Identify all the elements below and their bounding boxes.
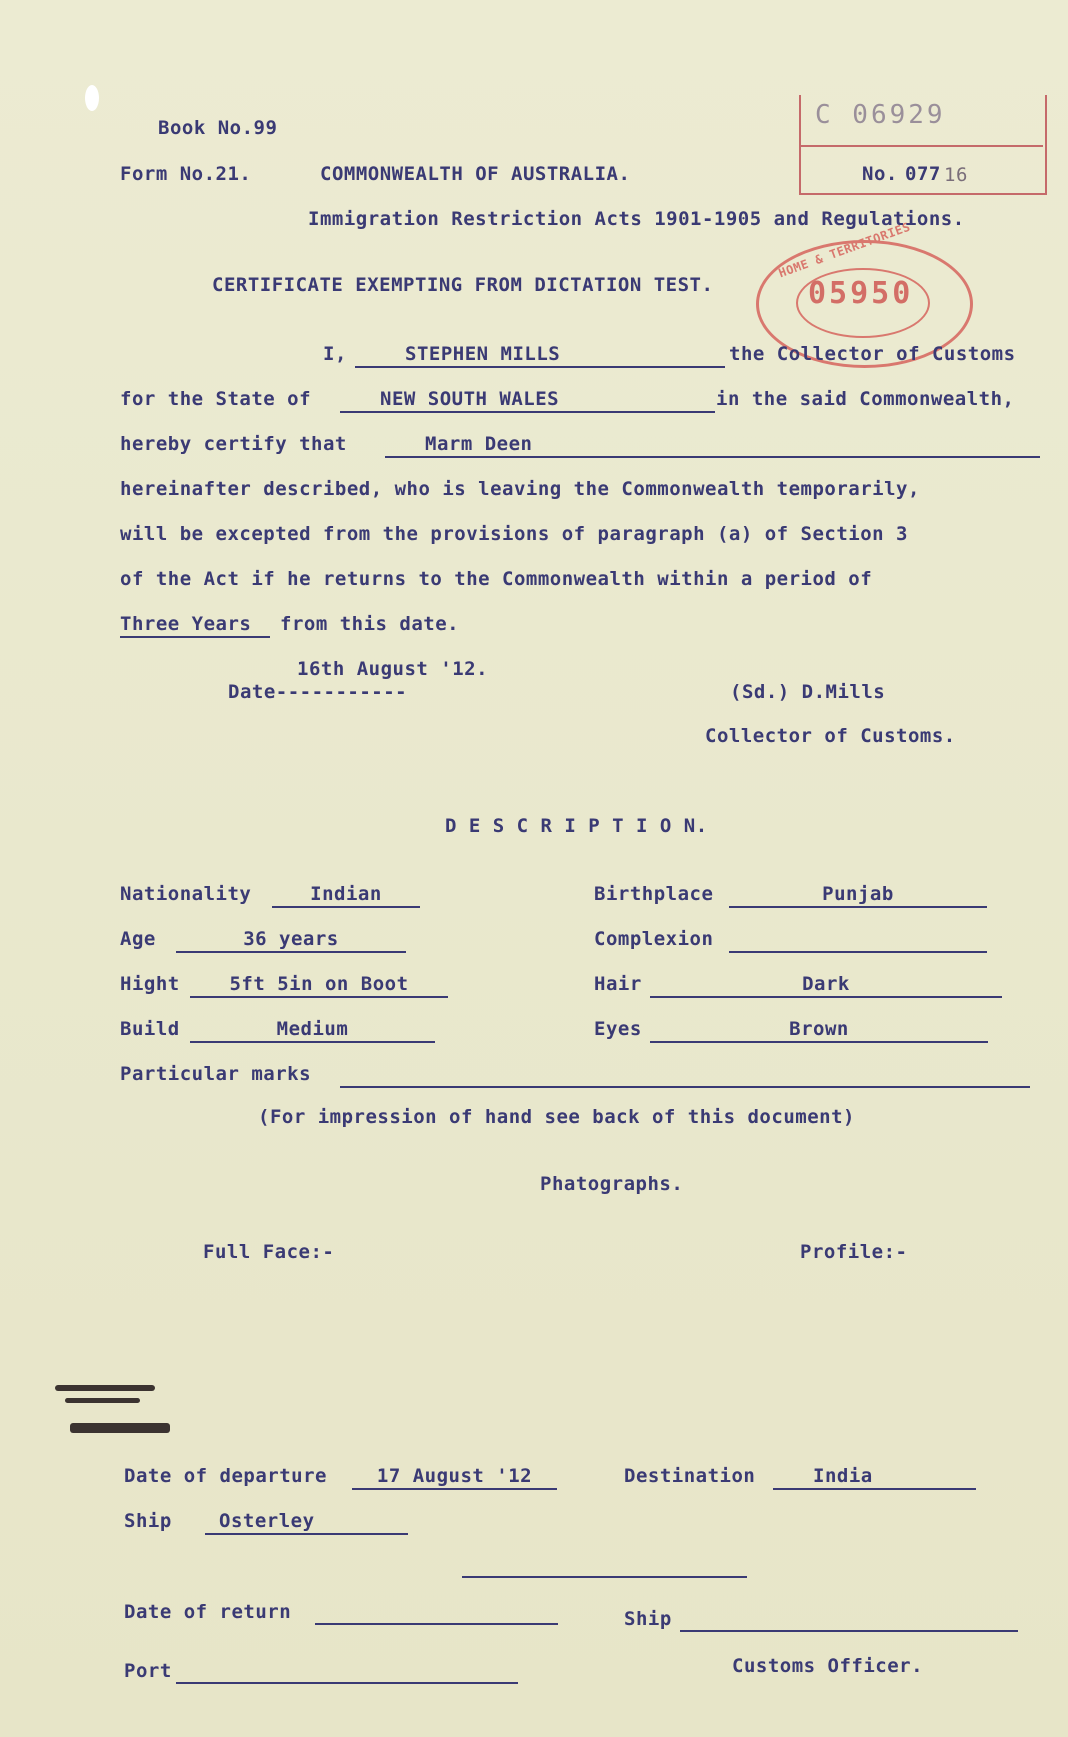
date-value: 16th August '12. [297, 658, 489, 680]
build-label: Build [120, 1018, 180, 1040]
ship-label: Ship [124, 1510, 172, 1532]
height-value: 5ft 5in on Boot [190, 972, 448, 998]
state: NEW SOUTH WALES [340, 387, 715, 413]
hair-value: Dark [650, 972, 1002, 998]
photographs-heading: Phatographs. [540, 1173, 684, 1195]
for-state-label: for the State of [120, 388, 312, 410]
hereby-label: hereby certify that [120, 433, 347, 455]
age-label: Age [120, 928, 156, 950]
particular-marks-label: Particular marks [120, 1063, 312, 1085]
birthplace-value: Punjab [729, 882, 987, 908]
description-heading: D E S C R I P T I O N. [445, 815, 708, 837]
height-label: Hight [120, 973, 180, 995]
ink-smudge [70, 1423, 170, 1433]
period: Three Years [120, 612, 270, 638]
archive-number: C 06929 [815, 100, 946, 130]
oval-stamp-text: HOME & TERRITORIES [776, 219, 913, 281]
divider-line [462, 1576, 747, 1578]
certificate-line-5: of the Act if he returns to the Commonwealth within a period of [120, 568, 873, 590]
certificate-number-label: No. [862, 163, 898, 185]
signer-title: Collector of Customs. [705, 725, 956, 747]
certificate-line-4: will be excepted from the provisions of paragraph (a) of Section 3 [120, 523, 908, 545]
port-blank [176, 1682, 518, 1684]
eyes-label: Eyes [594, 1018, 642, 1040]
i-label: I, [323, 343, 347, 365]
ink-smudge [55, 1385, 155, 1391]
birthplace-label: Birthplace [594, 883, 714, 905]
archive-stamp-divider [799, 145, 1043, 147]
port-label: Port [124, 1660, 172, 1682]
certificate-number: 077 [905, 163, 941, 185]
certificate-line-3: hereinafter described, who is leaving the Commonwealth temporarily, [120, 478, 920, 500]
ink-smudge [65, 1398, 140, 1403]
ship-value: Osterley [205, 1509, 408, 1535]
return-ship-label: Ship [624, 1608, 672, 1630]
signature: (Sd.) D.Mills [730, 681, 886, 703]
full-face-label: Full Face:- [203, 1241, 335, 1263]
return-ship-blank [680, 1630, 1018, 1632]
ink-mark [85, 85, 99, 111]
book-number: Book No.99 [158, 117, 278, 139]
person-name: Marm Deen [385, 432, 1040, 458]
complexion-value [729, 927, 987, 953]
acts-heading: Immigration Restriction Acts 1901-1905 and Regulations. [308, 208, 965, 230]
hand-impression-note: (For impression of hand see back of this document) [258, 1106, 855, 1128]
in-commonwealth: in the said Commonwealth, [716, 388, 1015, 410]
collector-name: STEPHEN MILLS [355, 342, 725, 368]
certificate-number-handwritten: 16 [944, 164, 968, 186]
nationality-value: Indian [272, 882, 420, 908]
age-value: 36 years [176, 927, 406, 953]
profile-label: Profile:- [800, 1241, 908, 1263]
return-date-blank [315, 1623, 558, 1625]
from-this-date: from this date. [280, 613, 460, 635]
departure-date-value: 17 August '12 [352, 1464, 557, 1490]
destination-value: India [773, 1464, 976, 1490]
date-label: Date----------- [228, 681, 408, 703]
destination-label: Destination [624, 1465, 756, 1487]
complexion-label: Complexion [594, 928, 714, 950]
particular-marks-value [340, 1062, 1030, 1088]
build-value: Medium [190, 1017, 435, 1043]
commonwealth-heading: COMMONWEALTH OF AUSTRALIA. [320, 163, 631, 185]
oval-stamp-number: 05950 [808, 276, 914, 311]
return-date-label: Date of return [124, 1601, 292, 1623]
nationality-label: Nationality [120, 883, 252, 905]
certificate-title: CERTIFICATE EXEMPTING FROM DICTATION TEST. [212, 274, 714, 296]
hair-label: Hair [594, 973, 642, 995]
customs-officer-label: Customs Officer. [732, 1655, 924, 1677]
departure-date-label: Date of departure [124, 1465, 327, 1487]
eyes-value: Brown [650, 1017, 988, 1043]
form-number: Form No.21. [120, 163, 252, 185]
collector-of-customs: the Collector of Customs [729, 343, 1016, 365]
